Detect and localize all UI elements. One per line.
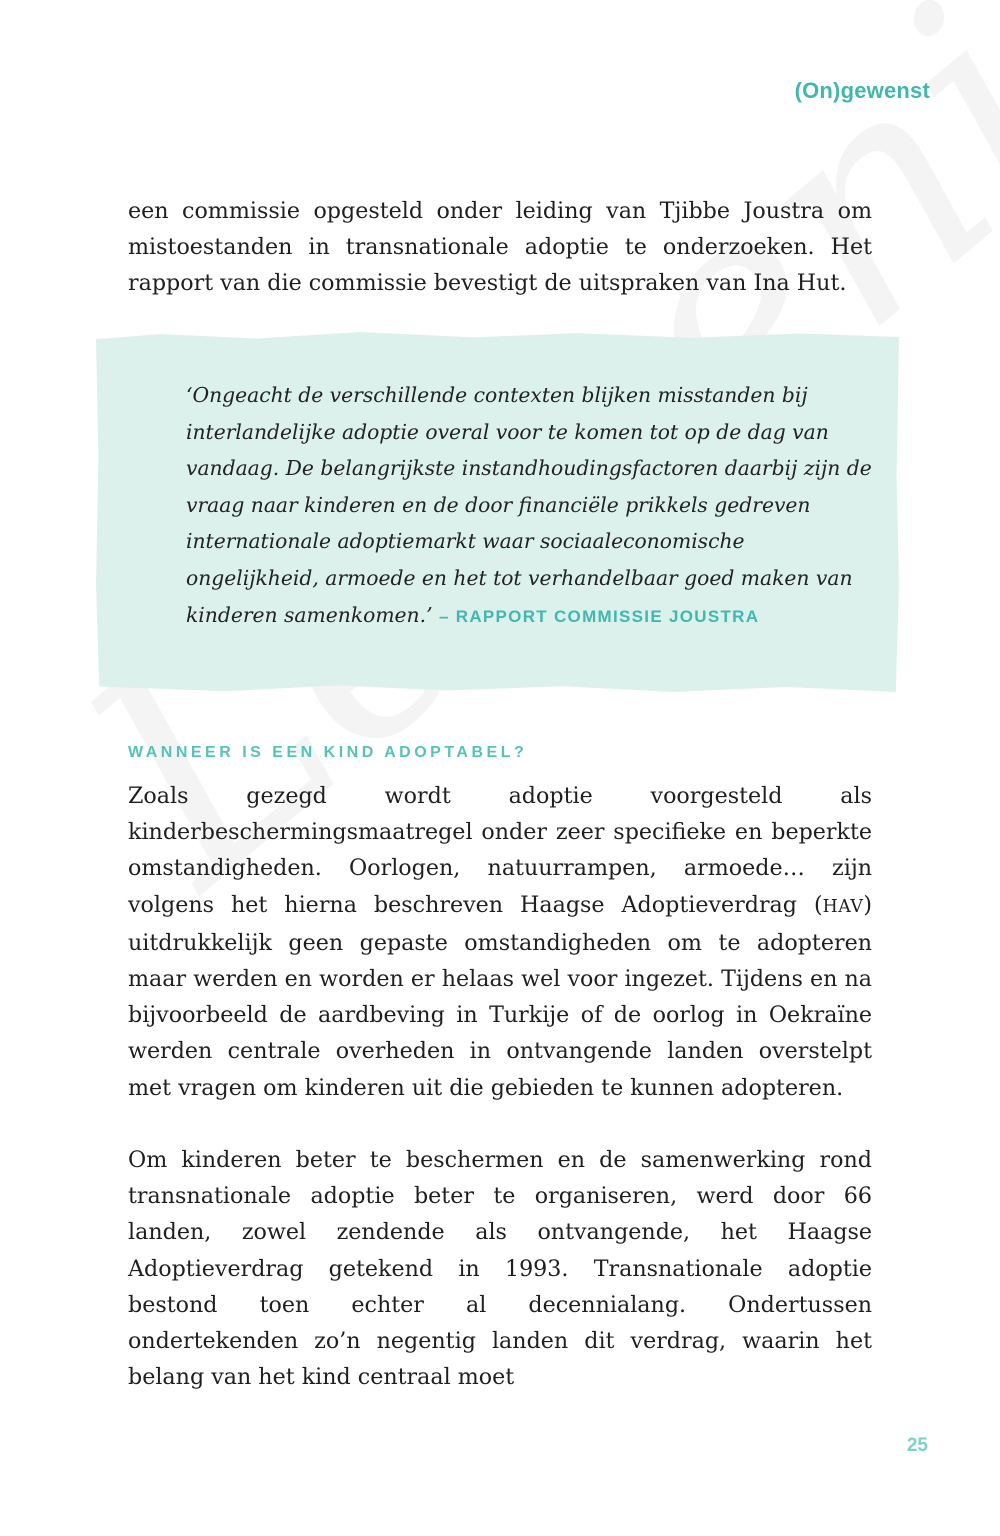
section-heading: WANNEER IS EEN KIND ADOPTABEL?: [128, 744, 528, 761]
paragraph-2-text-a: Zoals gezegd wordt adoptie voorgesteld als kinderbeschermingsmaatregel onder zeer specifieke en beperkte omstandigheden. Oorlogen, natuurrampen, armoede… zijn volgens het hierna beschreven Haagse Adoptieverdrag (: [128, 783, 872, 918]
running-head: (On)gewenst: [794, 78, 930, 103]
blockquote: [186, 377, 876, 635]
quote-text: ‘Ongeacht de verschillende contexten blijken misstanden bij interlandelijke adoptie overal voor te komen tot op de dag van vandaag. De belangrijkste instandhoudingsfactoren daarbij zijn de vraag naar kinderen en de door financiële prikkels gedreven internationale adoptiemarkt waar sociaaleconomische ongelijkheid, armoede en het tot verhandelbaar goed maken van kinderen samenkomen.’: [186, 383, 872, 627]
body-paragraph-3: Om kinderen beter te beschermen en de samenwerking rond transnationale adoptie beter te organiseren, werd door 66 landen, zowel zendende als ontvangende, het Haagse Adoptieverdrag getekend in 1993. Transnationale adoptie bestond toen echter al decennialang. Ondertussen ondertekenden zo’n negentig landen dit verdrag, waarin het belang van het kind centraal moet: [128, 1147, 872, 1391]
body-paragraph-1: een commissie opgesteld onder leiding van Tjibbe Joustra om mistoestanden in transnationale adoptie te onderzoeken. Het rapport van die commissie bevestigt de uitspraken van Ina Hut.: [128, 198, 872, 297]
quote-attribution: – RAPPORT COMMISSIE JOUSTRA: [438, 606, 760, 626]
paragraph-2-text-b: ) uitdrukkelijk geen gepaste omstandigheden om te adopteren maar werden en worden er helaas wel voor ingezet. Tijdens en na bijvoorbeeld de aardbeving in Turkije of de oorlog in Oekraïne werden centrale overheden in ontvangende landen overstelpt met vragen om kinderen uit die gebieden te kunnen adopteren.: [128, 891, 872, 1101]
page-number: 25: [906, 1435, 928, 1456]
body-paragraph-2: [128, 778, 872, 1106]
abbreviation-hav: HAV: [822, 896, 864, 917]
